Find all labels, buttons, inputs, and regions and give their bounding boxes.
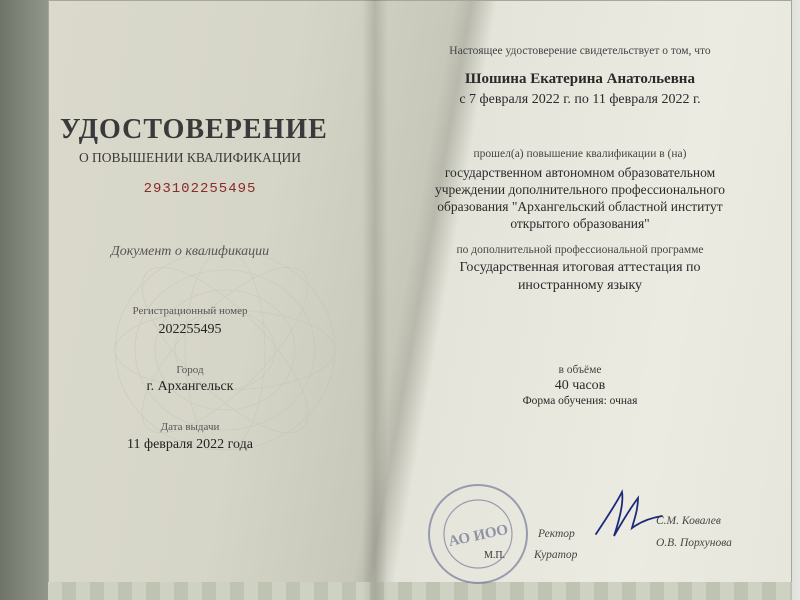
- rector-name: С.М. Ковалев: [656, 515, 721, 527]
- page-edge: [48, 582, 792, 600]
- city-value: г. Архангельск: [146, 379, 234, 394]
- passed-text: прошел(а) повышение квалификации в (на): [473, 148, 687, 160]
- rector-label: Ректор: [538, 528, 575, 540]
- curator-name: О.В. Порхунова: [656, 537, 732, 549]
- person-name: Шошина Екатерина Анатольевна: [465, 71, 695, 87]
- city-label: Город: [176, 364, 204, 376]
- volume-value: 40 часов: [554, 378, 606, 393]
- guilloche-pattern: [100, 230, 350, 470]
- svg-text:АО ИОО: АО ИОО: [447, 521, 510, 551]
- page-fold: [362, 0, 388, 600]
- org-line-3: образования "Архангельский областной институт: [437, 199, 723, 214]
- program-line-2: иностранному языку: [517, 278, 643, 293]
- intro-text: Настоящее удостоверение свидетельствует о том, что: [449, 45, 711, 57]
- issue-date-label: Дата выдачи: [160, 421, 220, 433]
- issue-date: 11 февраля 2022 года: [127, 437, 253, 452]
- registration-number: 202255495: [158, 322, 222, 337]
- certificate-title: УДОСТОВЕРЕНИЕ: [60, 114, 328, 145]
- document-type: Документ о квалификации: [110, 244, 270, 259]
- registration-label: Регистрационный номер: [132, 305, 248, 317]
- official-stamp: [426, 482, 530, 586]
- org-line-2: учреждении дополнительного профессионального: [434, 182, 726, 197]
- certificate-subtitle: О ПОВЫШЕНИИ КВАЛИФИКАЦИИ: [78, 150, 302, 165]
- org-line-1: государственном автономном образовательном: [444, 165, 716, 180]
- org-line-4: открытого образования": [510, 216, 650, 231]
- curator-label: Куратор: [534, 549, 578, 561]
- training-period: с 7 февраля 2022 г. по 11 февраля 2022 г.: [459, 92, 701, 107]
- program-line-1: Государственная итоговая аттестация по: [459, 260, 701, 275]
- program-label: по дополнительной профессиональной программе: [456, 244, 704, 256]
- volume-label: в объёме: [558, 364, 602, 376]
- seal-label: М.П.: [484, 550, 506, 561]
- signature: [588, 484, 666, 544]
- form-of-study: Форма обучения: очная: [522, 395, 638, 407]
- serial-number: 293102255495: [143, 181, 257, 197]
